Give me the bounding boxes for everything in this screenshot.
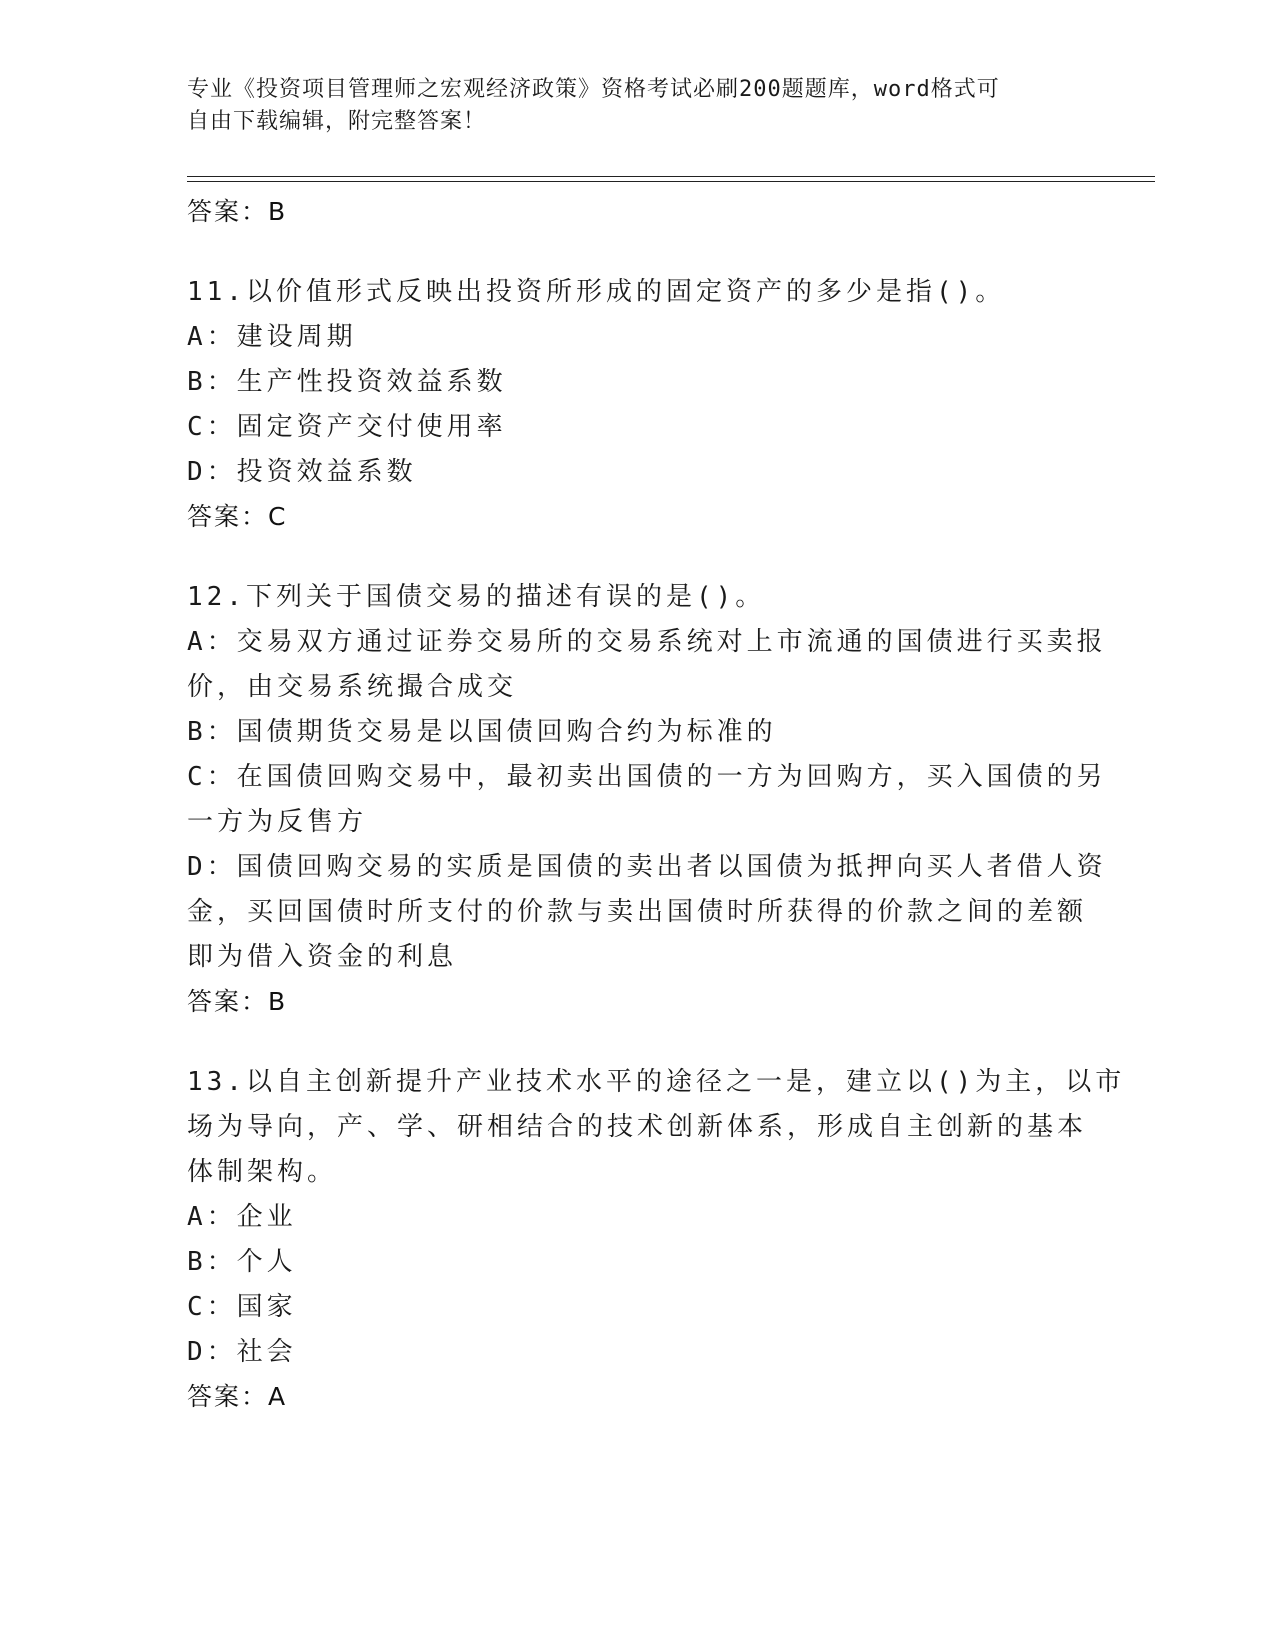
option-b: B：个人	[187, 1247, 297, 1277]
option-b: B：国债期货交易是以国债回购合约为标准的	[187, 717, 777, 747]
header-line-1: 专业《投资项目管理师之宏观经济政策》资格考试必刷200题题库，word格式可	[187, 77, 1000, 102]
option-c: C：固定资产交付使用率	[187, 412, 507, 442]
previous-answer: 答案：B	[187, 197, 288, 226]
question-list	[187, 190, 1126, 1419]
option-c-continued: 一方为反售方	[187, 807, 368, 837]
option-d-continued: 即为借入资金的利息	[187, 942, 458, 972]
question-stem: 12.下列关于国债交易的描述有误的是()。	[187, 582, 766, 612]
option-a: A：交易双方通过证券交易所的交易系统对上市流通的国债进行买卖报	[187, 627, 1107, 657]
option-a: A：企业	[187, 1202, 297, 1232]
document-header	[187, 74, 1067, 138]
option-d: D：国债回购交易的实质是国债的卖出者以国债为抵押向买人者借人资	[187, 852, 1107, 882]
answer: 答案：B	[187, 987, 288, 1016]
question-stem: 11.以价值形式反映出投资所形成的固定资产的多少是指()。	[187, 277, 1006, 307]
option-d: D：投资效益系数	[187, 457, 417, 487]
option-d: D：社会	[187, 1337, 297, 1367]
question-block-12	[187, 575, 1107, 1024]
question-stem: 13.以自主创新提升产业技术水平的途径之一是，建立以()为主，以市	[187, 1067, 1126, 1097]
option-c: C：国家	[187, 1292, 297, 1322]
option-c: C：在国债回购交易中，最初卖出国债的一方为回购方，买入国债的另	[187, 762, 1107, 792]
option-a-continued: 价，由交易系统撮合成交	[187, 672, 518, 702]
header-line-2: 自由下载编辑，附完整答案！	[187, 109, 487, 134]
question-stem-continued: 场为导向，产、学、研相结合的技术创新体系，形成自主创新的基本	[187, 1112, 1088, 1142]
question-block-11	[187, 270, 1087, 539]
question-block-13	[187, 1060, 1126, 1419]
header-divider-top	[187, 176, 1155, 177]
option-d-continued: 金，买回国债时所支付的价款与卖出国债时所获得的价款之间的差额	[187, 897, 1088, 927]
header-divider-bottom	[187, 181, 1155, 182]
question-stem-continued: 体制架构。	[187, 1157, 338, 1187]
option-a: A：建设周期	[187, 322, 357, 352]
answer: 答案：C	[187, 502, 288, 531]
option-b: B：生产性投资效益系数	[187, 367, 507, 397]
answer: 答案：A	[187, 1382, 288, 1411]
